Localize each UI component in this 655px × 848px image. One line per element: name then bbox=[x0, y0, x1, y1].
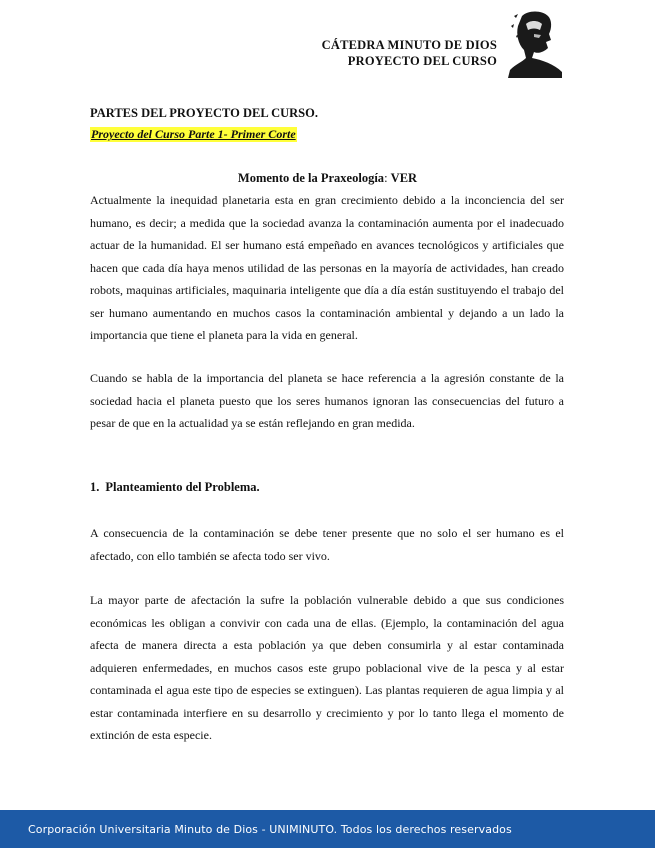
moment-separator: : bbox=[384, 171, 391, 185]
document-header bbox=[322, 37, 497, 69]
paragraph-vulnerable-population: La mayor parte de afectación la sufre la población vulnerable debido a que sus condiciones económicas les obligan a convivir con cada una de ellas. (Ejemplo, la contaminación del agua afecta de manera directa a esta población ya que deben consumirla y al estar contaminada adquieren enfermedades, en muchos casos este grupo poblacional vive de la pesca y al estar contaminada el agua este tipo de especies se extinguen). Las plantas requieren de agua limpia y al estar contaminada interfiere en su desarrollo y crecimiento y por lo tanto llega el momento de extinción de esta especie. bbox=[90, 593, 564, 742]
document-subtitle-highlight: Proyecto del Curso Parte 1- Primer Corte bbox=[91, 127, 296, 141]
section-heading bbox=[90, 480, 260, 495]
header-line-catedra: CÁTEDRA MINUTO DE DIOS bbox=[321, 38, 497, 52]
document-title: PARTES DEL PROYECTO DEL CURSO. bbox=[90, 106, 318, 120]
paragraph-planet-importance: Cuando se habla de la importancia del planeta se hace referencia a la agresión constante de la sociedad hacia el planeta puesto que los seres humanos ignoran las consecuencias del futuro a pesar de que en la actualidad ya se están reflejando en gran medida. bbox=[90, 371, 564, 430]
moment-label: Momento de la Praxeología bbox=[237, 171, 385, 185]
section-number: 1. bbox=[90, 480, 100, 494]
moment-value: VER bbox=[390, 171, 418, 185]
paragraph-inequity: Actualmente la inequidad planetaria esta en gran crecimiento debido a la inconciencia del ser humano, es decir; a medida que la sociedad avanza la contaminación aumenta por el inadecuado actuar de la humanidad. El ser humano está empeñado en avances tecnológicos y artificiales que hacen que cada día haya menos utilidad de las personas en la mayoría de actividades, han creado robots, maquinas artificiales, maquinaria inteligente que día a día están sustituyendo el trabajo del ser humano aumentando en muchos casos la contaminación ambiental y dejando a un lado la importancia que tiene el planeta para la vida en general. bbox=[90, 193, 564, 342]
footer-bar bbox=[0, 810, 655, 848]
footer-copyright: Corporación Universitaria Minuto de Dios - UNIMINUTO. Todos los derechos reservados bbox=[28, 823, 512, 836]
section-title: Planteamiento del Problema. bbox=[105, 480, 260, 494]
praxeology-moment-heading bbox=[0, 171, 655, 186]
founder-portrait-icon bbox=[508, 10, 562, 78]
paragraph-contamination-consequence: A consecuencia de la contaminación se debe tener presente que no solo el ser humano es el afectado, con ello también se afecta todo ser vivo. bbox=[90, 526, 564, 563]
header-line-proyecto: PROYECTO DEL CURSO bbox=[347, 54, 497, 68]
